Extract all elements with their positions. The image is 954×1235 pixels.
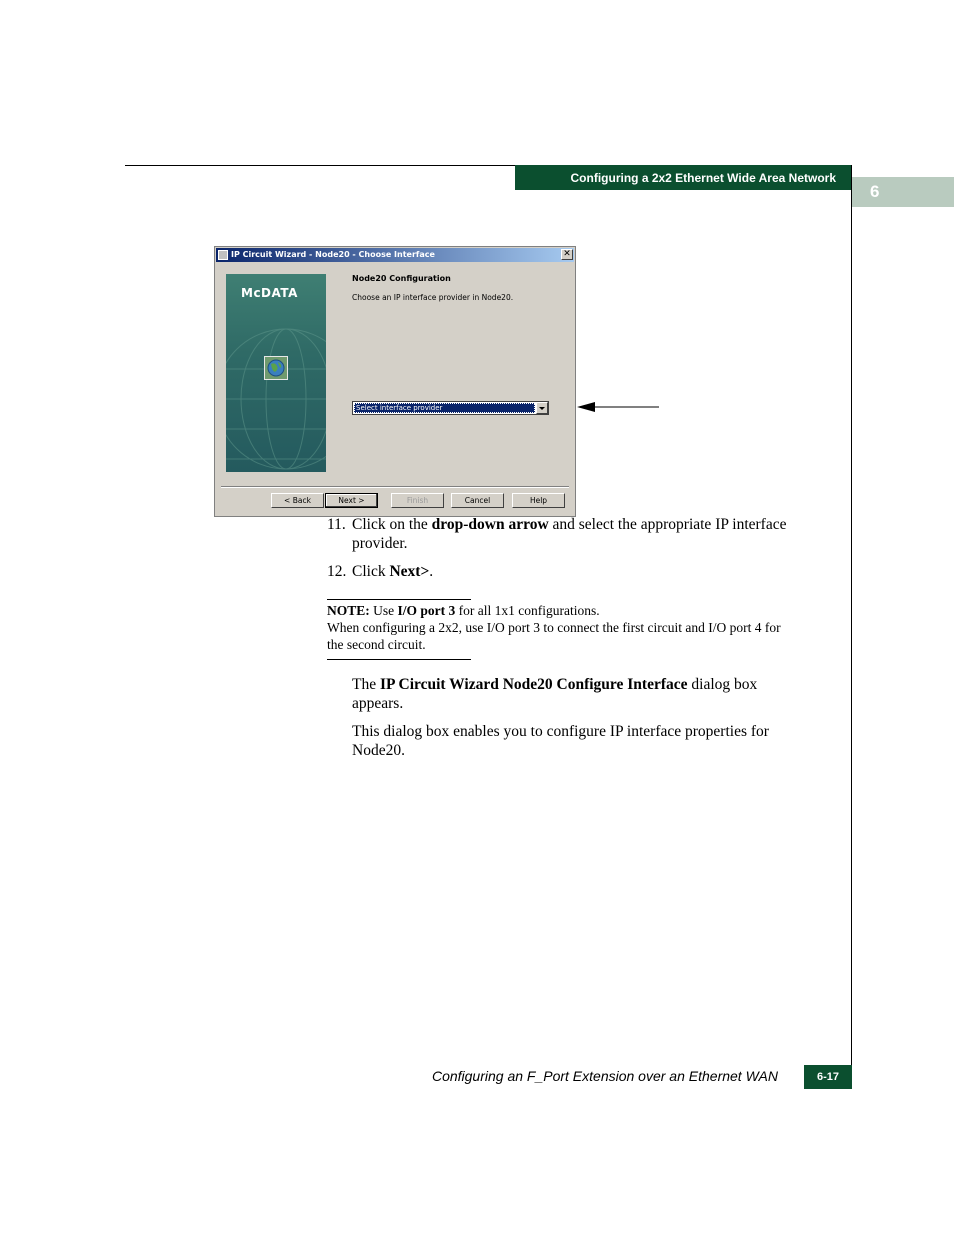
note-block bbox=[327, 602, 797, 653]
close-icon: ✕ bbox=[563, 249, 571, 259]
note-rule bbox=[327, 659, 471, 660]
close-button[interactable] bbox=[561, 249, 573, 260]
dropdown-selected-value: Select interface provider bbox=[354, 403, 535, 413]
page-number: 6-17 bbox=[804, 1065, 852, 1089]
chevron-down-icon[interactable] bbox=[536, 402, 548, 414]
paragraph-text: dialog box appears. bbox=[352, 676, 758, 712]
back-button[interactable]: < Back bbox=[271, 493, 324, 508]
callout-arrow bbox=[575, 398, 665, 418]
note-line: When configuring a 2x2, use I/O port 3 to connect the first circuit and I/O port 4 for the second circuit. bbox=[327, 620, 781, 652]
note-text: for all 1x1 configurations. bbox=[455, 603, 600, 618]
step-text-plain: Click bbox=[352, 563, 390, 580]
body-paragraph bbox=[352, 675, 797, 713]
footer-title: Configuring an F_Port Extension over an Ethernet WAN bbox=[431, 1068, 778, 1084]
step-text bbox=[352, 562, 792, 581]
note-text: Use bbox=[369, 603, 398, 618]
chapter-tab bbox=[852, 177, 954, 207]
interface-provider-dropdown[interactable] bbox=[352, 401, 549, 415]
wizard-heading: Node20 Configuration bbox=[352, 274, 451, 283]
step-text-plain: and select the appropriate IP interface provider. bbox=[352, 516, 787, 552]
wizard-dialog bbox=[214, 246, 576, 517]
app-icon bbox=[218, 250, 228, 260]
step-number: 12. bbox=[327, 563, 347, 580]
next-button[interactable]: Next > bbox=[325, 493, 378, 508]
dialog-title: IP Circuit Wizard - Node20 - Choose Interface bbox=[231, 250, 435, 259]
wizard-side-panel bbox=[226, 274, 326, 472]
note-text-bold: I/O port 3 bbox=[397, 603, 456, 618]
button-separator-highlight bbox=[221, 487, 569, 488]
step-text-plain: Click on the bbox=[352, 516, 432, 533]
section-title: Configuring a 2x2 Ethernet Wide Area Network bbox=[570, 170, 836, 185]
paragraph-text-bold: IP Circuit Wizard Node20 Configure Interface bbox=[379, 676, 688, 693]
section-header bbox=[515, 165, 852, 190]
help-button[interactable]: Help bbox=[512, 493, 565, 508]
note-label: NOTE: bbox=[327, 603, 370, 618]
step-text-bold: drop-down arrow bbox=[431, 516, 549, 533]
step-text bbox=[352, 515, 792, 553]
note-rule bbox=[327, 599, 471, 600]
mcdata-logo: McDATA bbox=[241, 286, 298, 300]
cancel-button[interactable]: Cancel bbox=[451, 493, 504, 508]
step-text-plain: . bbox=[429, 563, 434, 580]
finish-button[interactable]: Finish bbox=[391, 493, 444, 508]
paragraph-text: The bbox=[352, 676, 380, 693]
step-text-bold: Next> bbox=[389, 563, 430, 580]
body-paragraph: This dialog box enables you to configure IP interface properties for Node20. bbox=[352, 723, 769, 759]
globe-network-icon bbox=[264, 356, 288, 380]
chapter-number: 6 bbox=[870, 182, 880, 201]
step-number: 11. bbox=[327, 516, 346, 533]
wizard-instruction: Choose an IP interface provider in Node20. bbox=[352, 293, 514, 302]
dialog-titlebar[interactable] bbox=[216, 248, 574, 262]
note-line bbox=[327, 602, 797, 619]
margin-rule bbox=[851, 165, 852, 1089]
